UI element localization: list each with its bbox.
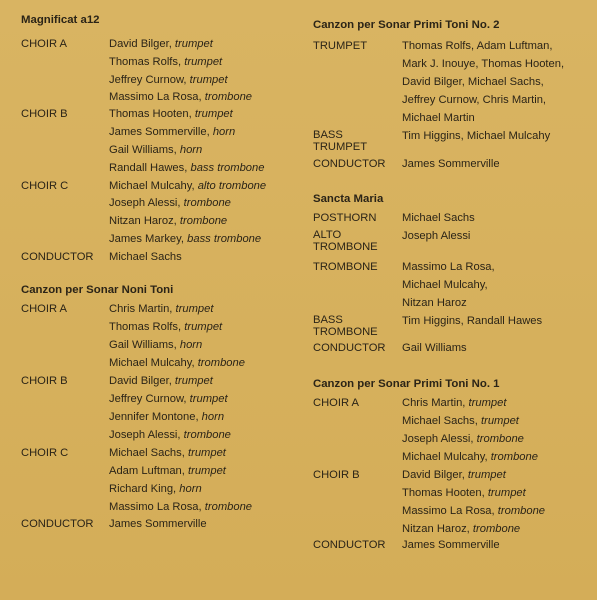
performer-name: James Sommerville xyxy=(109,518,207,530)
performer-name: Gail Williams, xyxy=(109,144,177,156)
performer-name-group xyxy=(402,38,552,55)
performer-name: Jeffrey Curnow, xyxy=(109,74,187,86)
performer-name-group xyxy=(109,160,264,177)
performer-name: Joseph Alessi, xyxy=(109,429,181,441)
instrument: trumpet xyxy=(480,415,519,427)
performer-name-group xyxy=(109,463,226,480)
instrument: trumpet xyxy=(187,447,226,459)
instrument: trombone xyxy=(204,91,253,103)
performer-name-group xyxy=(109,499,252,516)
role-label: CHOIR A xyxy=(21,38,68,50)
performer-name: Michael Martin xyxy=(402,112,475,124)
performer-name-group xyxy=(109,124,235,141)
performer-name-group xyxy=(402,74,544,91)
performer-name-group xyxy=(402,56,564,73)
performer-name: James Sommerville xyxy=(402,539,500,551)
performer-name: Tim Higgins, Michael Mulcahy xyxy=(402,130,551,142)
performer-name: Jeffrey Curnow, Chris Martin, xyxy=(402,94,547,106)
performer-name: Michael Sachs xyxy=(402,212,475,224)
role-label-line2: TRUMPET xyxy=(313,141,368,153)
performer-name-group xyxy=(402,521,520,538)
performer-name: Joseph Alessi, xyxy=(402,433,474,445)
performer-name-group xyxy=(402,503,545,520)
role-label-line1: BASS xyxy=(313,314,343,326)
role-label: CONDUCTOR xyxy=(21,518,94,530)
performer-name-group xyxy=(109,481,202,498)
role-label: TRUMPET xyxy=(313,40,368,52)
performer-name-group xyxy=(402,467,506,484)
instrument: horn xyxy=(179,483,202,495)
instrument: trumpet xyxy=(487,487,526,499)
role-label-line2: TROMBONE xyxy=(313,326,378,338)
performer-name-group xyxy=(109,373,213,390)
performer-name: Michael Mulcahy, xyxy=(109,357,195,369)
performer-name: Michael Sachs xyxy=(109,251,182,263)
performer-name: Jeffrey Curnow, xyxy=(109,393,187,405)
performer-name: Massimo La Rosa, xyxy=(402,505,495,517)
performer-name: Mark J. Inouye, Thomas Hooten, xyxy=(402,58,565,70)
performer-name-group xyxy=(109,54,222,71)
performer-name-group xyxy=(109,391,228,408)
section-title: Canzon per Sonar Primi Toni No. 1 xyxy=(313,378,500,390)
performer-name: Randall Hawes, xyxy=(109,162,188,174)
role-label xyxy=(313,229,378,253)
instrument: horn xyxy=(212,126,236,138)
performer-name: Nitzan Haroz xyxy=(402,297,467,309)
role-label: CHOIR A xyxy=(313,397,360,409)
performer-name-group xyxy=(109,301,213,318)
performer-name: James Markey, xyxy=(109,233,185,245)
performer-name-group xyxy=(109,178,266,195)
performer-name-group xyxy=(109,355,245,372)
section-title: Canzon per Sonar Primi Toni No. 2 xyxy=(313,19,500,31)
performer-name-group xyxy=(402,92,546,109)
role-label: CHOIR B xyxy=(313,469,360,481)
performer-name-group xyxy=(402,537,500,554)
performer-name-group xyxy=(402,210,475,227)
role-label-line2: TROMBONE xyxy=(313,241,378,253)
performer-name-group xyxy=(109,427,231,444)
instrument: trumpet xyxy=(468,397,507,409)
performer-name-group xyxy=(402,295,467,312)
instrument: trombone xyxy=(472,523,521,535)
performer-name: Jennifer Montone, xyxy=(109,411,199,423)
instrument: trumpet xyxy=(187,465,226,477)
performer-name-group xyxy=(109,445,226,462)
performer-name-group xyxy=(402,431,524,448)
performer-name: David Bilger, xyxy=(402,469,465,481)
role-label xyxy=(313,129,367,153)
role-label: CHOIR A xyxy=(21,303,68,315)
performer-name: Chris Martin, xyxy=(109,303,173,315)
performer-name: Adam Luftman, xyxy=(109,465,185,477)
instrument: trumpet xyxy=(189,74,228,86)
performer-name-group xyxy=(402,340,467,357)
performer-name-group xyxy=(402,313,542,330)
performer-name-group xyxy=(402,449,538,466)
instrument: trumpet xyxy=(174,38,213,50)
role-label: POSTHORN xyxy=(313,212,377,224)
performer-name: Thomas Rolfs, xyxy=(109,56,182,68)
performer-name: Joseph Alessi, xyxy=(109,197,181,209)
instrument: alto trombone xyxy=(197,180,267,192)
performer-name-group xyxy=(109,72,228,89)
performer-name: Massimo La Rosa, xyxy=(109,501,202,513)
instrument: bass trombone xyxy=(187,233,262,245)
instrument: horn xyxy=(201,411,225,423)
performer-name: Gail Williams xyxy=(402,342,467,354)
performer-name: Thomas Rolfs, Adam Luftman, xyxy=(402,40,553,52)
role-label: CHOIR C xyxy=(21,447,69,459)
performer-name: Richard King, xyxy=(109,483,177,495)
role-label-line1: ALTO xyxy=(313,229,342,241)
instrument: trumpet xyxy=(189,393,228,405)
instrument: trombone xyxy=(204,501,253,513)
performer-name: Massimo La Rosa, xyxy=(402,261,495,273)
performer-name-group xyxy=(402,110,475,127)
performer-name-group xyxy=(402,413,519,430)
performer-name: Joseph Alessi xyxy=(402,230,471,242)
section-title: Magnificat a12 xyxy=(21,14,100,26)
instrument: trombone xyxy=(197,357,245,369)
instrument: trumpet xyxy=(467,469,506,481)
instrument: trumpet xyxy=(184,56,223,68)
instrument: trumpet xyxy=(175,303,214,315)
performer-name-group xyxy=(109,516,207,533)
performer-name-group xyxy=(109,142,202,159)
performer-name: Tim Higgins, Randall Hawes xyxy=(402,315,543,327)
performer-name-group xyxy=(402,395,506,412)
performer-name: Thomas Rolfs, xyxy=(109,321,182,333)
instrument: horn xyxy=(179,339,203,351)
performer-name: Massimo La Rosa, xyxy=(109,91,202,103)
performer-name-group xyxy=(402,485,526,502)
instrument: trombone xyxy=(490,451,538,463)
role-label: CHOIR C xyxy=(21,180,69,192)
performer-name-group xyxy=(402,128,550,145)
performer-name: Michael Mulcahy, xyxy=(402,279,488,291)
performer-name-group xyxy=(109,89,252,106)
instrument: trumpet xyxy=(194,108,233,120)
instrument: trumpet xyxy=(174,375,213,387)
performer-name-group xyxy=(109,231,261,248)
instrument: trombone xyxy=(179,215,228,227)
performer-name: Michael Mulcahy, xyxy=(402,451,488,463)
instrument: trumpet xyxy=(184,321,223,333)
performer-name: James Sommerville, xyxy=(109,126,210,138)
role-label: CHOIR B xyxy=(21,108,68,120)
role-label xyxy=(313,314,378,338)
role-label: CONDUCTOR xyxy=(313,158,386,170)
performer-name: David Bilger, xyxy=(109,38,172,50)
role-label-line1: BASS xyxy=(313,129,343,141)
instrument: trombone xyxy=(476,433,524,445)
performer-name-group xyxy=(109,106,233,123)
instrument: trombone xyxy=(183,197,231,209)
performer-name: Chris Martin, xyxy=(402,397,466,409)
performer-name: Gail Williams, xyxy=(109,339,177,351)
performer-name: Nitzan Haroz, xyxy=(109,215,177,227)
role-label: CONDUCTOR xyxy=(313,539,386,551)
instrument: bass trombone xyxy=(190,162,265,174)
instrument: trombone xyxy=(183,429,231,441)
performer-name: James Sommerville xyxy=(402,158,500,170)
performer-name-group xyxy=(109,319,222,336)
performer-name: Thomas Hooten, xyxy=(109,108,192,120)
performer-name-group xyxy=(109,409,224,426)
performer-name-group xyxy=(109,249,182,266)
performer-name: Thomas Hooten, xyxy=(402,487,485,499)
performer-name-group xyxy=(109,213,227,230)
performer-name-group xyxy=(109,36,213,53)
performer-name: David Bilger, xyxy=(109,375,172,387)
instrument: horn xyxy=(179,144,203,156)
performer-name-group xyxy=(402,259,495,276)
performer-name: Michael Sachs, xyxy=(402,415,478,427)
performer-name: David Bilger, Michael Sachs, xyxy=(402,76,544,88)
performer-name-group xyxy=(402,228,470,245)
performer-name: Michael Sachs, xyxy=(109,447,185,459)
performer-name-group xyxy=(402,277,488,294)
role-label: CONDUCTOR xyxy=(313,342,386,354)
performer-name-group xyxy=(402,156,500,173)
section-title: Sancta Maria xyxy=(313,193,384,205)
section-title: Canzon per Sonar Noni Toni xyxy=(21,284,174,296)
role-label: TROMBONE xyxy=(313,261,378,273)
performer-name: Michael Mulcahy, xyxy=(109,180,195,192)
performer-name-group xyxy=(109,337,202,354)
role-label: CHOIR B xyxy=(21,375,68,387)
role-label: CONDUCTOR xyxy=(21,251,94,263)
instrument: trombone xyxy=(497,505,546,517)
performer-name-group xyxy=(109,195,231,212)
performer-name: Nitzan Haroz, xyxy=(402,523,470,535)
